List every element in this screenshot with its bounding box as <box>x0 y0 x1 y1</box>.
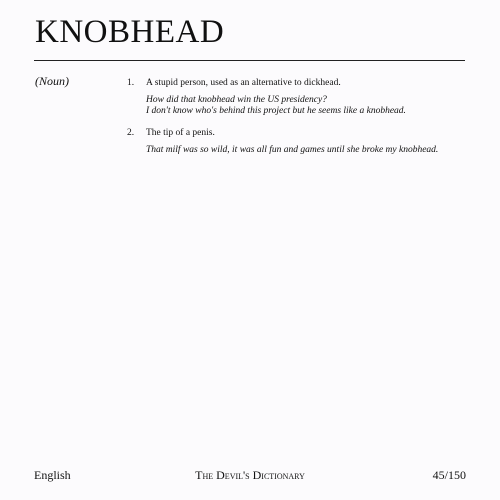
definition-text: A stupid person, used as an alternative to dickhead. <box>146 78 341 88</box>
footer-page-number: 45/150 <box>432 468 466 482</box>
definition-text: The tip of a penis. <box>146 128 215 138</box>
example-sentence: How did that knobhead win the US presidency? <box>146 95 327 105</box>
example-sentence: I don't know who's behind this project but he seems like a knobhead. <box>146 106 406 116</box>
definition-item <box>127 127 467 156</box>
definition-number: 1. <box>127 78 135 88</box>
headword: KNOBHEAD <box>35 14 225 50</box>
footer-book-title: The Devil's Dictionary <box>195 468 305 482</box>
definition-item <box>127 77 467 117</box>
divider-line <box>34 60 465 61</box>
part-of-speech: (Noun) <box>35 74 69 88</box>
definition-list <box>127 77 467 166</box>
example-sentence: That milf was so wild, it was all fun and games until she broke my knobhead. <box>146 145 439 155</box>
definition-number: 2. <box>127 128 135 138</box>
footer-language: English <box>34 468 71 482</box>
